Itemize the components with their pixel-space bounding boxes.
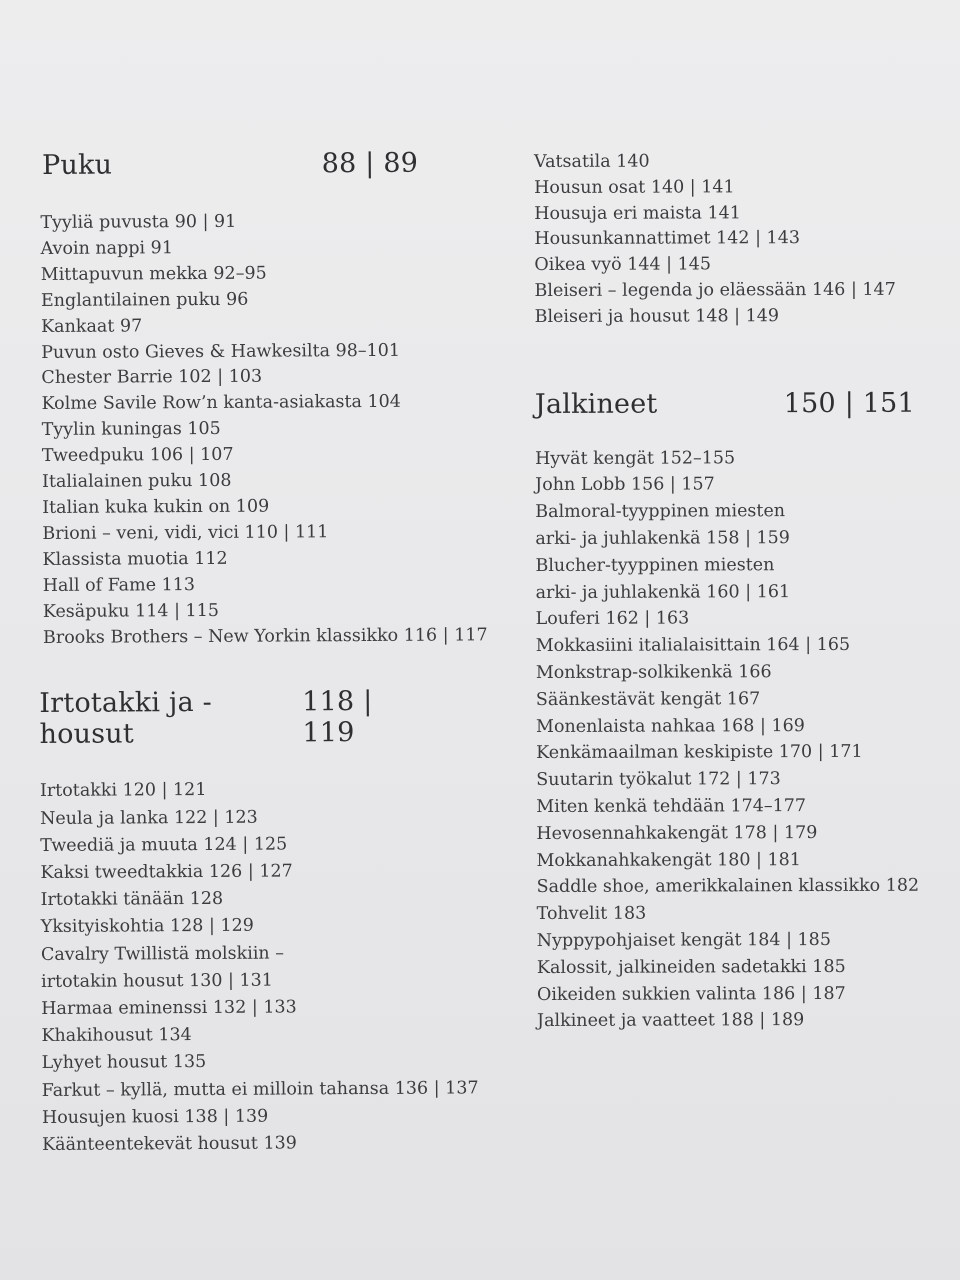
toc-entry: Nyppypohjaiset kengät 184 | 185 (536, 929, 831, 951)
toc-entry: Mokkasiini italialaisittain 164 | 165 (535, 635, 851, 657)
toc-entry: Monkstrap-solkikenkä 166 (535, 662, 772, 683)
toc-entry: Chester Barrie 102 | 103 (41, 367, 263, 389)
toc-entry: Avoin nappi 91 (40, 238, 173, 259)
left-column (36, 147, 488, 1159)
toc-entry: Vatsatila 140 (534, 151, 650, 172)
toc-entry: Bleiseri – legenda jo eläessään 146 | 147 (534, 279, 896, 301)
toc-entry: Tweedpuku 106 | 107 (41, 444, 234, 467)
section-title: Jalkineet (534, 388, 658, 420)
toc-entry: Khakihousut 134 (41, 1025, 192, 1047)
toc-entry: Italialainen puku 108 (41, 470, 232, 493)
section-heading (535, 387, 915, 419)
toc-entry: Kalossit, jalkineiden sadetakki 185 (536, 956, 846, 978)
section-jalkineet (535, 387, 937, 1035)
toc-entry: Cavalry Twillistä molskiin – (40, 943, 285, 965)
section-heading (42, 148, 418, 181)
toc-entry: Klassista muotia 112 (42, 548, 228, 570)
toc-entry: Miten kenkä tehdään 174–177 (536, 795, 807, 817)
toc-entry: Bleiseri ja housut 148 | 149 (534, 305, 780, 327)
section-pages: 150 | 151 (783, 387, 915, 419)
toc-entry: Housujen kuosi 138 | 139 (41, 1106, 269, 1128)
toc-entry: Kenkämaailman keskipiste 170 | 171 (536, 742, 863, 764)
toc-entry: Saddle shoe, amerikkalainen klassikko 182 (536, 875, 920, 898)
toc-entry: Balmoral-tyyppinen miesten (535, 501, 786, 523)
section-heading (39, 686, 431, 750)
section-pages: 88 | 89 (321, 147, 419, 180)
toc-entry: Mittapuvun mekka 92–95 (40, 263, 267, 285)
right-column (534, 149, 937, 1036)
toc-entry: Lyhyet housut 135 (41, 1052, 207, 1074)
toc-list (40, 208, 488, 651)
toc-entry: Hevosennahkakengät 178 | 179 (536, 822, 818, 844)
toc-entry: Kankaat 97 (41, 315, 143, 337)
toc-entry: Neula ja lanka 122 | 123 (40, 807, 258, 829)
toc-entry: Italian kuka kukin on 109 (42, 496, 270, 518)
toc-entry: Suutarin työkalut 172 | 173 (536, 769, 781, 791)
toc-entry: Blucher-tyyppinen miesten (535, 554, 775, 576)
toc-entry: Käänteentekevät housut 139 (42, 1133, 297, 1156)
toc-entry: Kaksi tweedtakkia 126 | 127 (40, 861, 293, 884)
toc-entry: Brooks Brothers – New Yorkin klassikko 116 | 117 (42, 624, 488, 648)
toc-entry: Jalkineet ja vaatteet 188 | 189 (537, 1010, 805, 1032)
toc-entry: Hyvät kengät 152–155 (535, 447, 736, 469)
section-pages: 118 | 119 (302, 686, 373, 749)
toc-entry: Englantilainen puku 96 (40, 289, 249, 311)
toc-entry: arki- ja juhlakenkä 160 | 161 (535, 581, 791, 603)
toc-entry: Puvun osto Gieves & Hawkesilta 98–101 (41, 340, 401, 363)
toc-entry: Tyyliä puvusta 90 | 91 (40, 211, 237, 233)
toc-entry: Kolme Savile Row’n kanta-asiakasta 104 (41, 392, 401, 415)
toc-entry: Tyylin kuningas 105 (41, 419, 221, 441)
toc-list (535, 444, 937, 1035)
toc-entry: John Lobb 156 | 157 (535, 474, 715, 496)
section-puku (36, 147, 488, 651)
toc-entry: Farkut – kyllä, mutta ei milloin tahansa 136 | 137 (41, 1077, 479, 1101)
toc-entry: Säänkestävät kengät 167 (535, 688, 761, 710)
toc-entry: Monenlaista nahkaa 168 | 169 (535, 715, 805, 737)
toc-entry: Mokkanahkakengät 180 | 181 (536, 849, 801, 871)
toc-entry: Harmaa eminenssi 132 | 133 (41, 997, 297, 1020)
toc-entry: Brioni – veni, vidi, vici 110 | 111 (42, 522, 329, 544)
toc-entry: Yksityiskohtia 128 | 129 (40, 916, 254, 938)
toc-entry: Tohvelit 183 (536, 903, 647, 925)
toc-entry: arki- ja juhlakenkä 158 | 159 (535, 528, 790, 549)
toc-entry: irtotakin housut 130 | 131 (41, 970, 273, 992)
toc-entry: Irtotakki tänään 128 (40, 889, 224, 911)
toc-entry: Housunkannattimet 142 | 143 (534, 228, 800, 250)
section-title: Puku (41, 149, 113, 181)
toc-entry: Louferi 162 | 163 (535, 608, 690, 630)
toc-entry: Kesäpuku 114 | 115 (42, 600, 220, 622)
toc-list (40, 776, 482, 1160)
section-irtotakki (39, 686, 482, 1160)
section-title: Irtotakki ja -housut (39, 687, 213, 751)
toc-list (534, 149, 935, 331)
toc-entry: Oikea vyö 144 | 145 (534, 254, 712, 276)
section-continued (534, 149, 935, 331)
toc-entry: Irtotakki 120 | 121 (39, 780, 207, 802)
toc-entry: Tweediä ja muuta 124 | 125 (40, 834, 288, 856)
toc-entry: Housun osat 140 | 141 (534, 177, 735, 198)
toc-entry: Housuja eri maista 141 (534, 202, 741, 224)
toc-entry: Hall of Fame 113 (42, 574, 196, 596)
toc-entry: Oikeiden sukkien valinta 186 | 187 (536, 983, 846, 1005)
